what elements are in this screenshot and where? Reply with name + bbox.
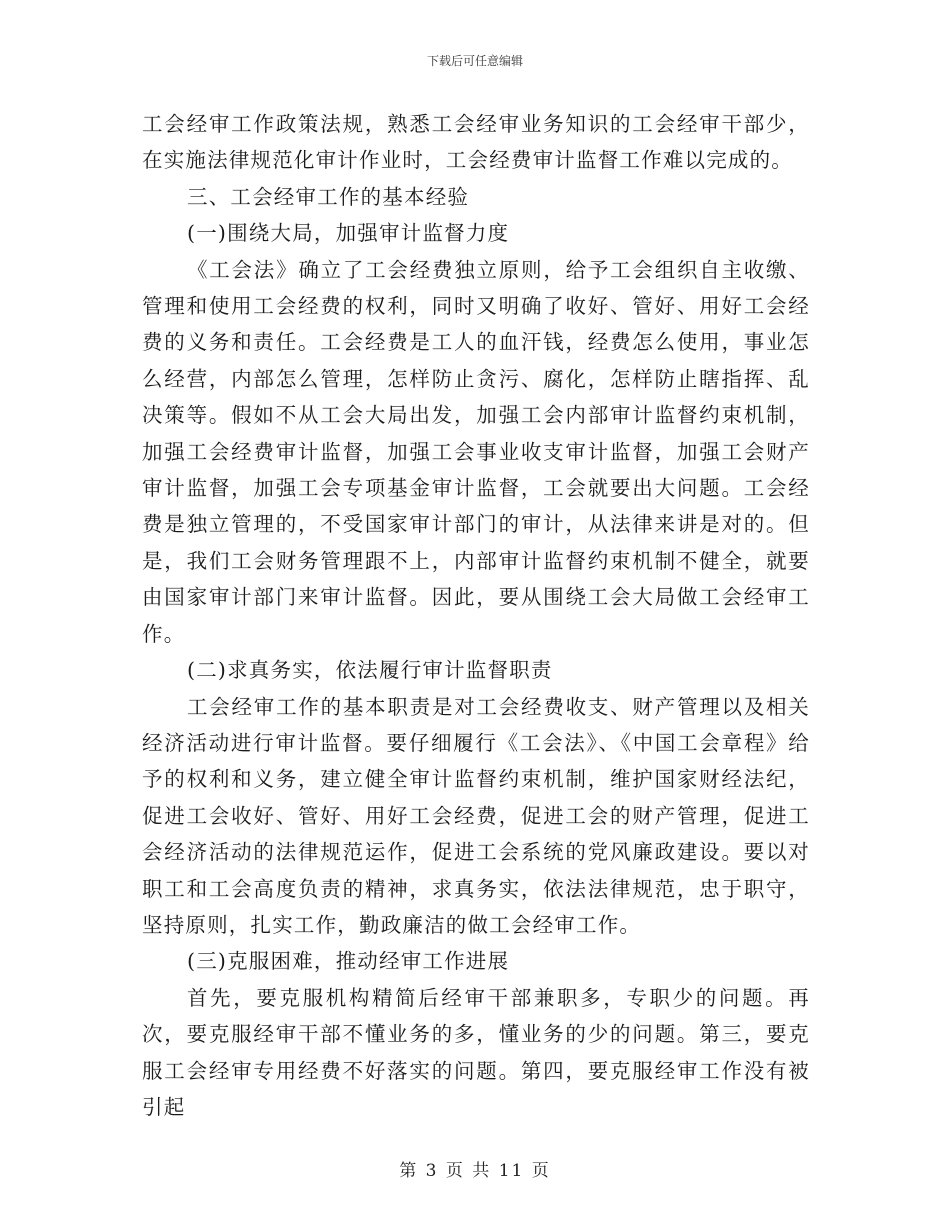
- page-number: 第 3 页 共 11 页: [399, 1161, 551, 1181]
- subheading-1: (一)围绕大局，加强审计监督力度: [187, 221, 510, 246]
- paragraph-2: 《工会法》确立了工会经费独立原则，给予工会组织自主收缴、管理和使用工会经费的权利，同时又明确了收好、管好、用好工会经费的义务和责任。工会经费是工人的血汗钱，经费怎么使用，事业怎么经营，内部怎么管理，怎样防止贪污、腐化，怎样防止瞎指挥、乱决策等。假如不从工会大局出发，加强工会内部审计监督约束机制，加强工会经费审计监督，加强工会事业收支审计监督，加强工会财产审计监督，加强工会专项基金审计监督，工会就要出大问题。工会经费是独立管理的，不受国家审计部门的审计，从法律来讲是对的。但是，我们工会财务管理跟不上，内部审计监督约束机制不健全，就要由国家审计部门来审计监督。因此，要从围绕工会大局做工会经审工作。: [142, 257, 810, 646]
- subheading-2: (二)求真务实，依法履行审计监督职责: [187, 658, 553, 683]
- document-body: [142, 106, 810, 1125]
- paragraph-4: 首先，要克服机构精简后经审干部兼职多，专职少的问题。再次，要克服经审干部不懂业务的多，懂业务的少的问题。第三，要克服工会经审专用经费不好落实的问题。第四，要克服经审工作没有被引起: [142, 985, 810, 1119]
- paragraph-3: 工会经审工作的基本职责是对工会经费收支、财产管理以及相关经济活动进行审计监督。要仔细履行《工会法》、《中国工会章程》给予的权利和义务，建立健全审计监督约束机制，维护国家财经法纪，促进工会收好、管好、用好工会经费，促进工会的财产管理，促进工会经济活动的法律规范运作，促进工会系统的党风廉政建设。要以对职工和工会高度负责的精神，求真务实，依法法律规范，忠于职守，坚持原则，扎实工作，勤政廉洁的做工会经审工作。: [142, 694, 810, 937]
- paragraph-1: 工会经审工作政策法规，熟悉工会经审业务知识的工会经审干部少，在实施法律规范化审计作业时，工会经费审计监督工作难以完成的。: [142, 112, 810, 173]
- section-heading-3: 三、工会经审工作的基本经验: [187, 184, 470, 209]
- page-header: 下载后可任意编辑: [426, 54, 523, 68]
- subheading-3: (三)克服困难，推动经审工作进展: [187, 949, 510, 974]
